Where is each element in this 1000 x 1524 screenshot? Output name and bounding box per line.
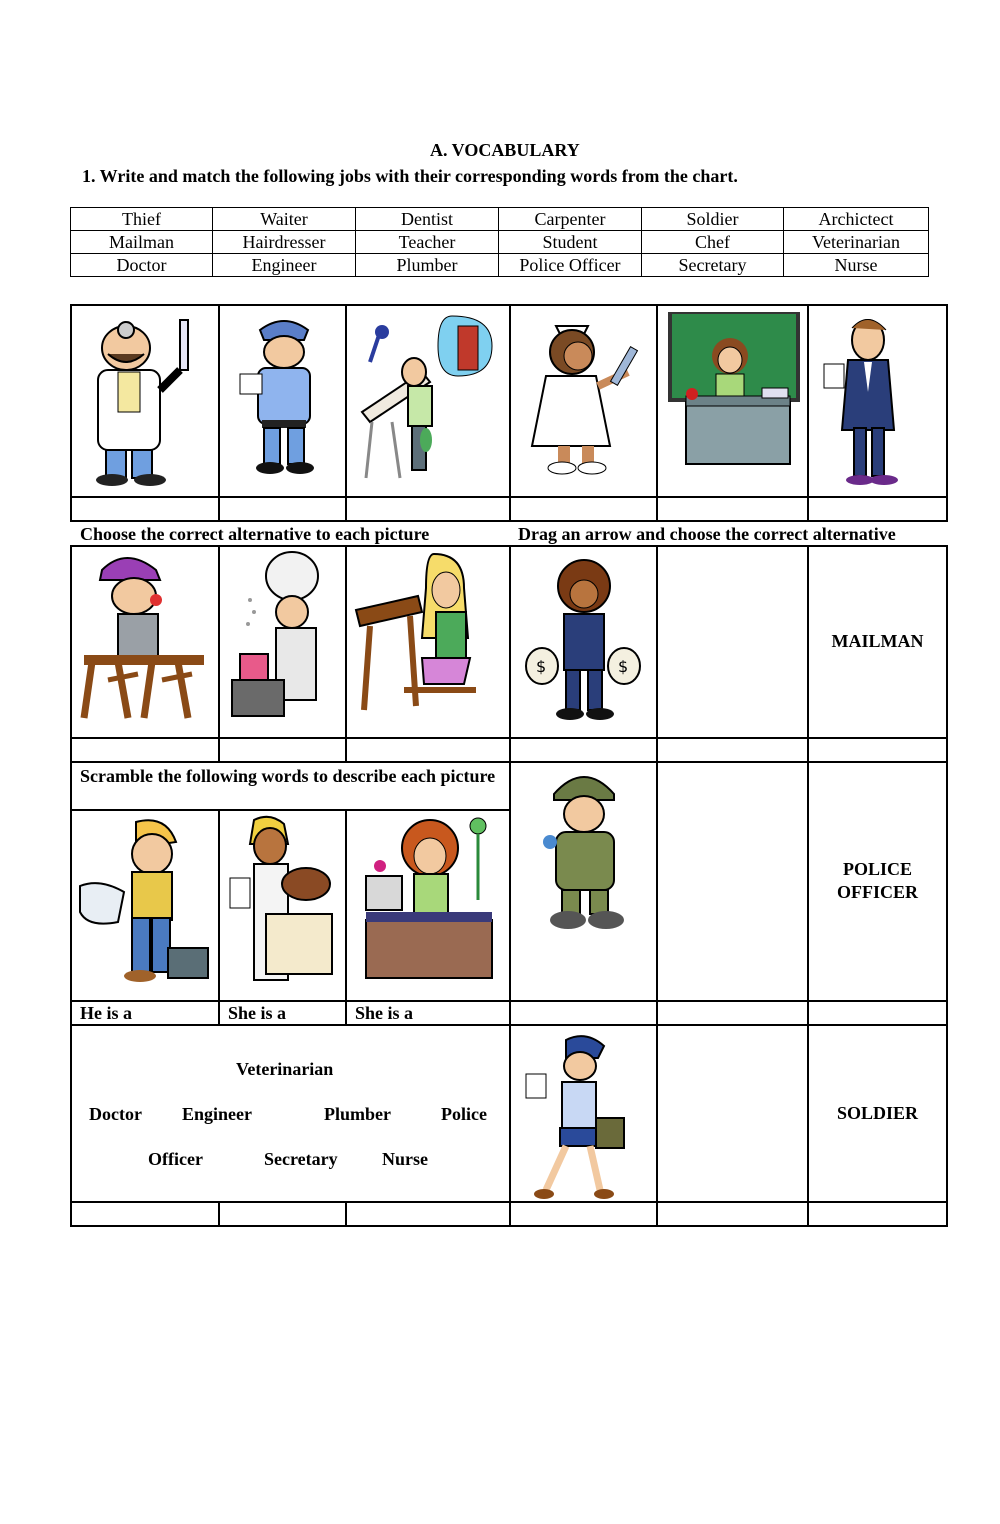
- instruction-scramble: Scramble the following words to describe each picture: [80, 766, 496, 786]
- instruction-drag: Drag an arrow and choose the correct alternative: [518, 524, 896, 544]
- chart-word: Nurse: [783, 253, 929, 277]
- drop-cell[interactable]: [656, 761, 809, 1002]
- plumber-icon: [76, 814, 210, 990]
- answer-cell[interactable]: [218, 496, 347, 522]
- answer-cell[interactable]: [509, 737, 658, 763]
- drop-cell[interactable]: [656, 545, 809, 739]
- chart-word: Plumber: [355, 253, 499, 277]
- answer-cell[interactable]: [509, 1201, 658, 1227]
- chart-word: Secretary: [641, 253, 784, 277]
- answer-cell[interactable]: [70, 737, 220, 763]
- answer-cell[interactable]: [345, 496, 511, 522]
- chart-word: Dentist: [355, 207, 499, 231]
- word-bank-word[interactable]: Secretary: [264, 1149, 338, 1169]
- doctor-icon: [78, 310, 212, 490]
- match-label-police-2[interactable]: OFFICER: [837, 882, 918, 902]
- carpenter-icon: [78, 550, 210, 726]
- answer-cell[interactable]: [345, 737, 511, 763]
- chart-word: Doctor: [70, 253, 213, 277]
- answer-cell[interactable]: [807, 496, 948, 522]
- word-bank-word[interactable]: Engineer: [182, 1104, 252, 1124]
- answer-cell[interactable]: [656, 1201, 809, 1227]
- waiter-icon: [818, 310, 936, 488]
- thief-icon: [524, 556, 642, 726]
- word-bank-word[interactable]: Veterinarian: [236, 1059, 334, 1079]
- answer-cell[interactable]: [218, 737, 347, 763]
- answer-cell[interactable]: [509, 1000, 658, 1026]
- veterinarian-icon: [226, 814, 340, 990]
- answer-cell[interactable]: [656, 737, 809, 763]
- answer-cell[interactable]: [218, 1201, 347, 1227]
- soldier-icon: [532, 766, 640, 936]
- instruction-choose: Choose the correct alternative to each picture: [80, 524, 430, 544]
- chart-word: Police Officer: [498, 253, 642, 277]
- word-bank-word[interactable]: Doctor: [89, 1104, 142, 1124]
- section-title: A. VOCABULARY: [430, 140, 580, 160]
- chart-word: Teacher: [355, 230, 499, 254]
- chart-word: Thief: [70, 207, 213, 231]
- answer-cell[interactable]: [345, 1201, 511, 1227]
- match-label-police-1[interactable]: POLICE: [842, 859, 912, 879]
- answer-cell[interactable]: [656, 496, 809, 522]
- mailman-icon: [522, 1034, 630, 1202]
- svg-text:$: $: [536, 657, 547, 676]
- police-officer-icon: [232, 312, 336, 482]
- chart-word: Engineer: [212, 253, 356, 277]
- answer-cell[interactable]: [656, 1000, 809, 1026]
- architect-icon: [352, 312, 504, 488]
- chart-word: Chef: [641, 230, 784, 254]
- student-icon: [352, 550, 504, 720]
- match-label-mailman[interactable]: MAILMAN: [831, 631, 924, 651]
- chart-word: Archictect: [783, 207, 929, 231]
- answer-cell[interactable]: [70, 496, 220, 522]
- chart-word: Soldier: [641, 207, 784, 231]
- chart-word: Carpenter: [498, 207, 642, 231]
- drop-cell[interactable]: [656, 1024, 809, 1203]
- chart-word: Hairdresser: [212, 230, 356, 254]
- answer-cell[interactable]: [807, 1000, 948, 1026]
- chart-word: Student: [498, 230, 642, 254]
- word-bank-word[interactable]: Nurse: [382, 1149, 428, 1169]
- sentence-start: She is a: [228, 1003, 287, 1023]
- word-bank-word[interactable]: Officer: [148, 1149, 203, 1169]
- answer-cell[interactable]: [807, 1201, 948, 1227]
- match-label-soldier[interactable]: SOLDIER: [836, 1103, 919, 1123]
- chart-word: Veterinarian: [783, 230, 929, 254]
- teacher-icon: [668, 312, 800, 472]
- nurse-icon: [520, 316, 650, 478]
- svg-text:$: $: [618, 657, 629, 676]
- sentence-start: She is a: [355, 1003, 414, 1023]
- word-bank-word[interactable]: Plumber: [324, 1104, 391, 1124]
- sentence-start: He is a: [80, 1003, 132, 1023]
- secretary-icon: [360, 816, 500, 988]
- exercise-title: 1. Write and match the following jobs with their corresponding words from the chart.: [82, 166, 738, 186]
- word-bank-word[interactable]: Police: [441, 1104, 487, 1124]
- chef-icon: [228, 550, 338, 724]
- answer-cell[interactable]: [807, 737, 948, 763]
- chart-word: Mailman: [70, 230, 213, 254]
- answer-cell[interactable]: [509, 496, 658, 522]
- chart-word: Waiter: [212, 207, 356, 231]
- answer-cell[interactable]: [70, 1201, 220, 1227]
